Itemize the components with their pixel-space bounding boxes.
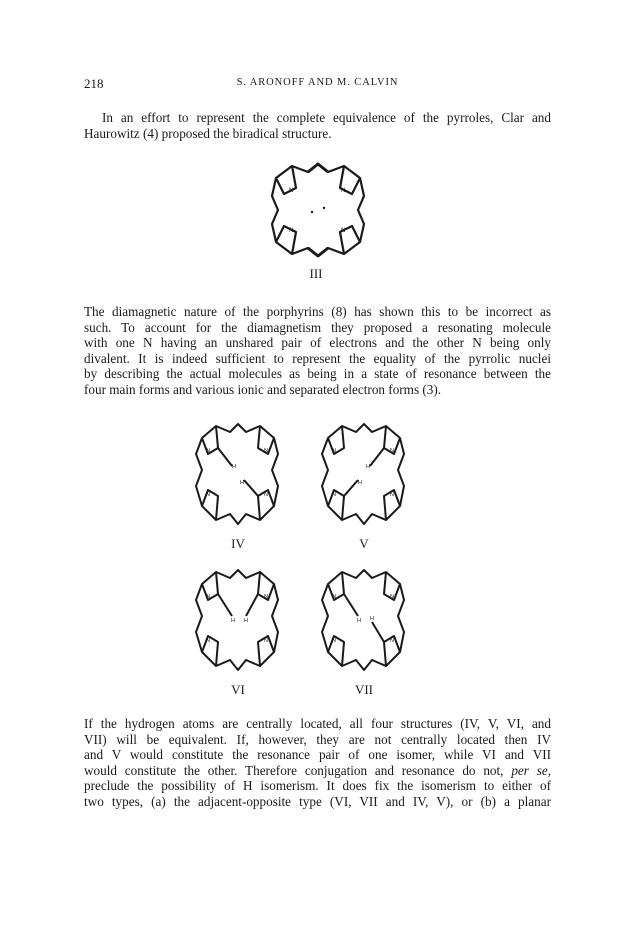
page-number: 218 <box>84 76 104 91</box>
porphyrin-VI-diagram <box>186 566 290 676</box>
figure-VI-structure <box>186 566 290 676</box>
atom-N: N <box>206 492 210 498</box>
atom-H: H <box>240 480 244 486</box>
atom-N: N <box>289 188 294 194</box>
atom-N: N <box>332 448 336 454</box>
figure-IV-structure <box>186 420 290 530</box>
atom-N: N <box>289 228 294 234</box>
figure-label-VII: VII <box>354 682 374 697</box>
atom-N: N <box>332 594 336 600</box>
atom-H: H <box>232 464 236 470</box>
figure-VII-structure <box>312 566 416 676</box>
figure-V-structure <box>312 420 416 530</box>
atom-N: N <box>264 638 268 644</box>
text-line: VII) will be equivalent. If, however, they are not centrally located then IV <box>84 731 551 747</box>
atom-N: N <box>390 448 394 454</box>
paragraph-hydrogen <box>84 716 551 810</box>
atom-N: N <box>332 638 336 644</box>
text-line: If the hydrogen atoms are centrally located, all four structures (IV, V, VI, and <box>84 716 551 731</box>
atom-N: N <box>264 448 268 454</box>
atom-N: N <box>390 492 394 498</box>
atom-N: N <box>206 594 210 600</box>
atom-N: N <box>341 228 346 234</box>
text-line: divalent. It is indeed sufficient to represent the equality of the pyrrolic nuclei <box>84 350 551 366</box>
text-line: by describing the actual molecules as being in a state of resonance between the <box>84 366 551 382</box>
text-line: preclude the possibility of H isomerism. It does fix the isomerism to either of <box>84 778 551 794</box>
porphyrin-VII-diagram <box>312 566 416 676</box>
atom-H: H <box>358 480 362 486</box>
text-line <box>84 763 551 779</box>
running-head: S. ARONOFF AND M. CALVIN <box>236 77 399 88</box>
text-fragment: would constitute the other. Therefore conjugation and resonance do not, <box>84 762 504 778</box>
atom-H: H <box>244 618 248 624</box>
text-line: In an effort to represent the complete equivalence of the pyrroles, Clar and <box>102 110 551 125</box>
atom-H: H <box>370 616 374 622</box>
page-header <box>84 76 551 92</box>
text-line: The diamagnetic nature of the porphyrins (8) has shown this to be incorrect as <box>84 304 551 319</box>
porphyrin-III-diagram <box>262 158 374 262</box>
atom-N: N <box>332 492 336 498</box>
figure-label-IV: IV <box>231 536 245 551</box>
porphyrin-IV-diagram <box>186 420 290 530</box>
figure-label-III: III <box>309 266 323 281</box>
atom-N: N <box>206 448 210 454</box>
text-line: two types, (a) the adjacent-opposite type (VI, VII and IV, V), or (b) a planar <box>84 793 551 809</box>
text-line: four main forms and various ionic and separated electron forms (3). <box>84 381 442 397</box>
paragraph-diamagnetic <box>84 304 551 398</box>
atom-N: N <box>390 638 394 644</box>
atom-H: H <box>357 618 361 624</box>
atom-N: N <box>341 188 346 194</box>
atom-H: H <box>231 618 235 624</box>
text-line: such. To account for the diamagnetism they proposed a resonating molecule <box>84 319 551 335</box>
text-line: Haurowitz (4) proposed the biradical structure. <box>84 125 332 141</box>
porphyrin-V-diagram <box>312 420 416 530</box>
text-italic: per se, <box>511 762 551 778</box>
text-line: with one N having an unshared pair of electrons and the other N being only <box>84 335 551 351</box>
atom-N: N <box>264 492 268 498</box>
figure-III-structure <box>262 158 374 262</box>
atom-N: N <box>264 594 268 600</box>
atom-H: H <box>366 464 370 470</box>
text-line: and V would constitute the resonance pair of one isomer, while VI and VII <box>84 747 551 763</box>
figure-label-V: V <box>359 536 369 551</box>
atom-N: N <box>206 638 210 644</box>
paragraph-intro <box>84 110 551 141</box>
atom-N: N <box>390 594 394 600</box>
figure-label-VI: VI <box>231 682 245 697</box>
